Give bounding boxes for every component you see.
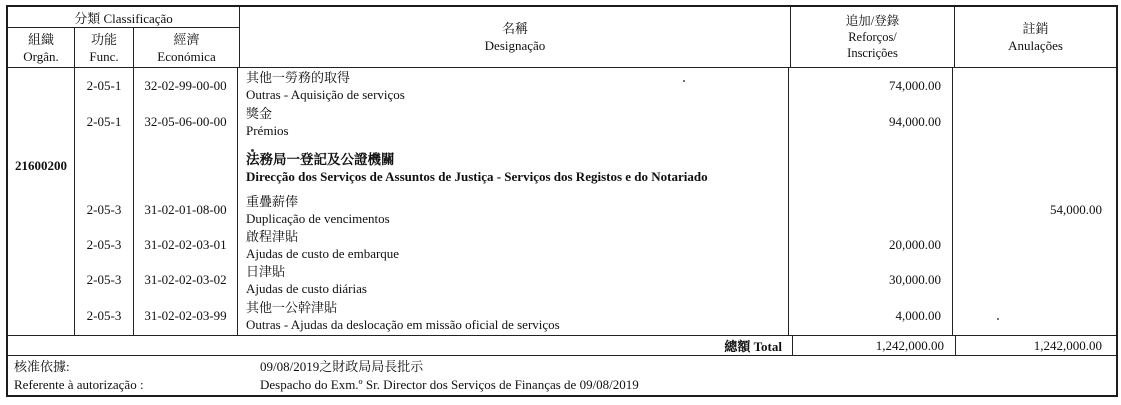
org-header-zh: 組織 [27,31,54,47]
classification-header-group [8,7,240,67]
reforcos-header-pt2: Inscrições [847,46,898,60]
econ-code-cell: 32-05-06-00-00 [134,103,238,140]
designation-zh: 其他一公幹津貼 [246,300,338,315]
reforcos-amount-cell: 94,000.00 [789,103,953,140]
reforcos-header-zh: 追加/登錄 [845,14,900,28]
reforcos-amount-cell: 4,000.00 [789,297,953,335]
func-code-cell: 2-05-1 [75,103,134,140]
anulacoes-amount-cell [953,140,1116,192]
designation-cell [238,262,789,297]
func-code-cell: 2-05-1 [75,68,134,103]
func-column-header [75,28,134,67]
org-header-pt: Orgân. [23,48,59,64]
table-row [8,227,1116,262]
designation-cell [238,140,789,192]
org-code-cell [8,297,75,335]
econ-code-cell: 31-02-02-03-01 [134,227,238,262]
designation-pt: Prémios [246,122,289,138]
anulacoes-amount-cell [953,262,1116,297]
econ-column-header [134,28,239,67]
designation-cell [238,68,789,103]
econ-code-cell: 31-02-01-08-00 [134,192,238,227]
designation-zh: 啟程津貼 [246,228,299,244]
designation-pt: Ajudas de custo de embarque [246,245,400,261]
reforcos-amount-cell: 20,000.00 [789,227,953,262]
table-row-department [8,140,1116,192]
anulacoes-amount-cell [953,103,1116,140]
reforcos-amount-cell [789,192,953,227]
total-reforcos-amount: 1,242,000.00 [793,336,956,355]
authorization-value-pt: Despacho do Exm.º Sr. Director dos Serviços de Finanças de 09/08/2019 [260,377,639,392]
func-header-zh: 功能 [90,31,117,47]
reforcos-column-header [791,7,955,67]
designation-pt: Ajudas de custo diárias [246,280,367,296]
designation-pt: Outras - Aquisição de serviços [246,86,405,102]
org-column-header [8,28,75,67]
func-code-cell: 2-05-3 [75,297,134,335]
authorization-footer [8,355,1116,395]
table-header [8,7,1116,68]
total-row [8,335,1116,355]
designation-header-zh: 名稱 [501,21,528,36]
reforcos-amount-cell: 74,000.00 [789,68,953,103]
org-code-cell [8,68,75,103]
designation-cell [238,192,789,227]
table-body [8,68,1116,335]
authorization-value [260,358,1116,395]
anulacoes-header-zh: 註銷 [1022,21,1049,36]
econ-header-zh: 經濟 [173,31,200,47]
econ-header-pt: Económica [157,48,216,64]
econ-code-cell [134,140,238,192]
authorization-label-zh: 核准依據: [14,359,70,374]
anulacoes-column-header [955,7,1116,67]
designation-cell [238,103,789,140]
designation-pt: Direcção dos Serviços de Assuntos de Justiça - Serviços dos Registos e do Notariado [246,169,708,184]
anulacoes-header-pt: Anulações [1008,38,1063,53]
authorization-label-pt: Referente à autorização : [14,377,144,392]
anulacoes-amount-cell [953,297,1116,335]
table-row [8,68,1116,103]
table-row [8,103,1116,140]
func-code-cell: 2-05-3 [75,192,134,227]
org-code-cell [8,227,75,262]
scan-artifact [251,149,254,152]
classification-subheaders [8,28,239,67]
org-code-cell [8,192,75,227]
designation-pt: Duplicação de vencimentos [246,210,390,226]
func-code-cell: 2-05-3 [75,227,134,262]
func-code-cell: 2-05-3 [75,262,134,297]
total-label: 總額 Total [8,336,793,355]
reforcos-amount-cell [789,140,953,192]
anulacoes-amount-cell [953,227,1116,262]
table-row [8,262,1116,297]
func-header-pt: Func. [89,48,119,64]
func-code-cell [75,140,134,192]
designation-column-header [240,7,791,67]
scan-artifact [683,80,685,82]
classification-header: 分類 Classificação [8,7,239,28]
designation-header-pt: Designação [484,38,546,53]
anulacoes-amount-cell: 54,000.00 [1050,201,1102,217]
econ-code-cell: 32-02-99-00-00 [134,68,238,103]
designation-zh: 重疊薪俸 [246,193,299,209]
econ-code-cell: 31-02-02-03-99 [134,297,238,335]
designation-zh: 法務局一登記及公證機關 [246,152,395,167]
total-anulacoes-amount: 1,242,000.00 [1033,337,1102,353]
budget-table [6,5,1118,397]
org-code-cell [8,262,75,297]
anulacoes-amount-cell [953,68,1116,103]
designation-pt: Outras - Ajudas da deslocação em missão oficial de serviços [246,317,560,332]
scan-artifact [997,318,999,320]
table-row [8,192,1116,227]
reforcos-amount-cell: 30,000.00 [789,262,953,297]
designation-zh: 獎金 [246,105,273,121]
designation-cell [238,227,789,262]
authorization-label [8,358,260,395]
designation-zh: 日津貼 [246,263,286,279]
designation-zh: 其他一勞務的取得 [246,69,351,85]
table-row [8,297,1116,335]
authorization-value-zh: 09/08/2019之財政局局長批示 [260,359,424,374]
designation-cell [238,297,789,335]
org-code-cell: 21600200 [8,140,75,192]
econ-code-cell: 31-02-02-03-02 [134,262,238,297]
reforcos-header-pt1: Reforços/ [848,30,897,44]
org-code-cell [8,103,75,140]
